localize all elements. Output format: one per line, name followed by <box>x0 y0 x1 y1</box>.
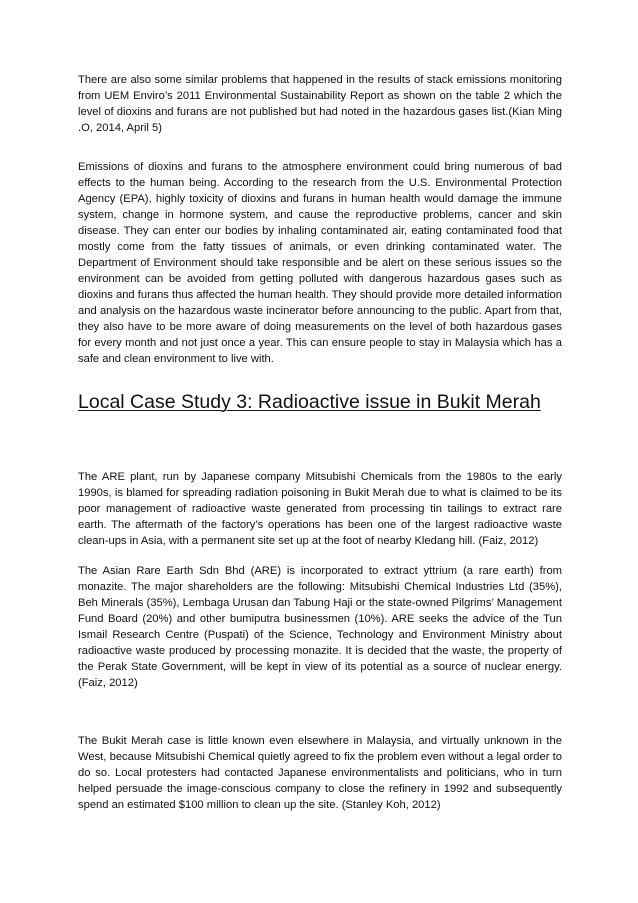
document-page <box>78 0 562 903</box>
paragraph-asian-rare-earth: The Asian Rare Earth Sdn Bhd (ARE) is incorporated to extract yttrium (a rare earth) from monazite. The major shareholders are the following: Mitsubishi Chemical Industries Ltd (35%), Beh Minerals (35%), Lembaga Urusan dan Tabung Haji or the state-owned Pilgrims’ Management Fund Board (20%) and other bumiputra businessmen (10%). ARE seeks the advice of the Tun Ismail Research Centre (Puspati) of the Science, Technology and Environment Ministry about radioactive waste produced by processing monazite. It is decided that the waste, the property of the Perak State Government, will be kept in view of its potential as a source of nuclear energy. (Faiz, 2012) <box>78 565 562 689</box>
section-heading-case-study-3: Local Case Study 3: Radioactive issue in Bukit Merah <box>78 391 541 413</box>
paragraph-stack-emissions: There are also some similar problems that happened in the results of stack emissions monitoring from UEM Enviro’s 2011 Environmental Sustainability Report as shown on the table 2 which the level of dioxins and furans are not published but had noted in the hazardous gases list.(Kian Ming .O, 2014, April 5) <box>78 74 562 134</box>
paragraph-are-plant: The ARE plant, run by Japanese company Mitsubishi Chemicals from the 1980s to the early 1990s, is blamed for spreading radiation poisoning in Bukit Merah due to what is claimed to be its poor management of radioactive waste generated from processing tin tailings to extract rare earth. The aftermath of the factory’s operations has been one of the largest radioactive waste clean-ups in Asia, with a permanent site set up at the foot of nearby Kledang hill. (Faiz, 2012) <box>78 471 562 547</box>
paragraph-dioxins-effects: Emissions of dioxins and furans to the atmosphere environment could bring numerous of bad effects to the human being. According to the research from the U.S. Environmental Protection Agency (EPA), highly toxicity of dioxins and furans in human health would damage the immune system, change in hormone system, and cause the reproductive problems, cancer and skin disease. They can enter our bodies by inhaling contaminated air, eating contaminated food that mostly come from the fatty tissues of animals, or even drinking contaminated water. The Department of Environment should take responsible and be alert on these serious issues so the environment can be avoided from getting polluted with dangerous hazardous gases such as dioxins and furans thus affected the human health. They should provide more detailed information and analysis on the hazardous waste incinerator before announcing to the public. Apart from that, they also have to be more aware of doing measurements on the level of both hazardous gases for every month and not just once a year. This can ensure people to stay in Malaysia which has a safe and clean environment to live with. <box>78 161 562 365</box>
paragraph-bukit-merah-case: The Bukit Merah case is little known even elsewhere in Malaysia, and virtually unknown in the West, because Mitsubishi Chemical quietly agreed to fix the problem even without a legal order to do so. Local protesters had contacted Japanese environmentalists and politicians, who in turn helped persuade the image-conscious company to close the refinery in 1992 and subsequently spend an estimated $100 million to clean up the site. (Stanley Koh, 2012) <box>78 735 562 811</box>
